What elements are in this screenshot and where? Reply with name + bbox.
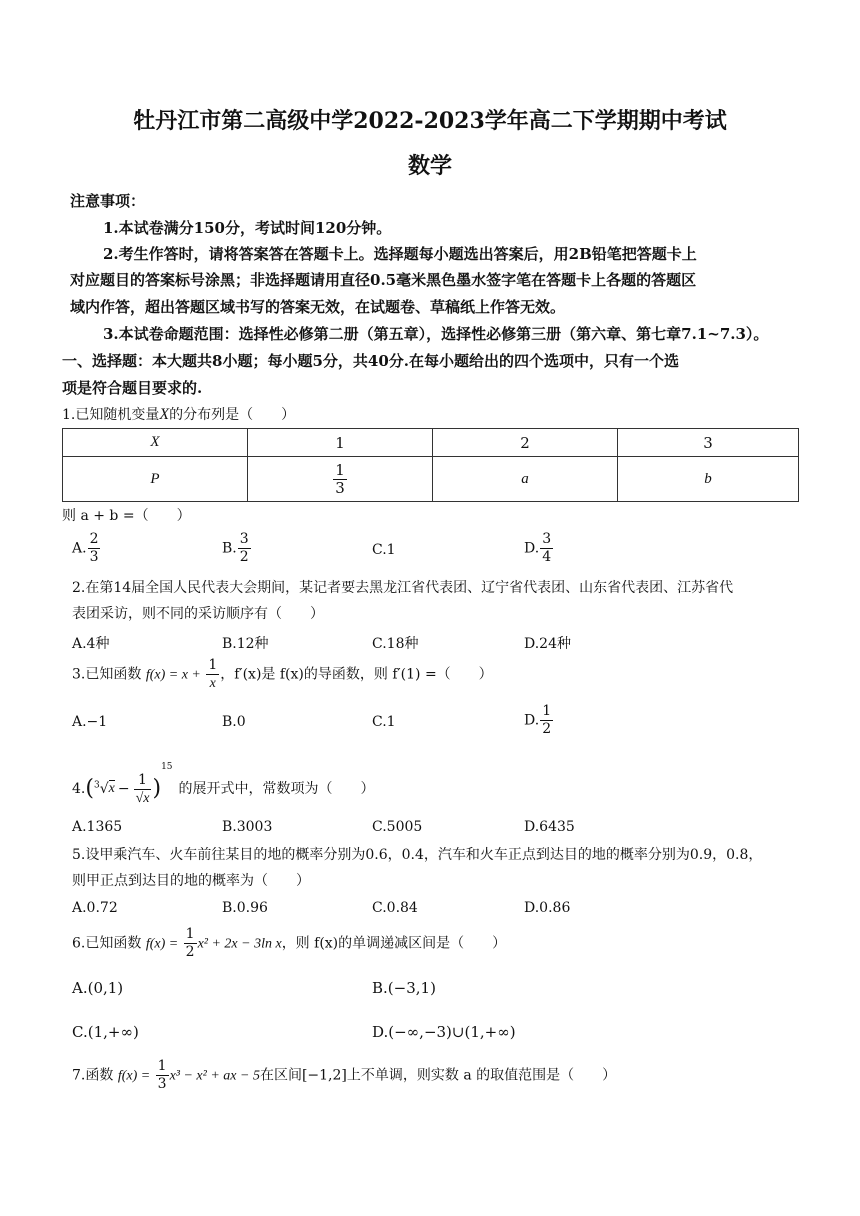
notice-item-2-line-1: 2.考生作答时，请将答案答在答题卡上。选择题每小题选出答案后，用2B铅笔把答题卡上 <box>103 245 697 263</box>
q6-option-a: A.(0,1) <box>72 979 124 997</box>
q6-option-c: C.(1,+∞) <box>72 1023 139 1041</box>
q4-option-c: C.5005 <box>372 819 423 835</box>
table-cell: 2 <box>433 429 618 457</box>
fraction <box>134 772 152 807</box>
fraction-numerator: 1 <box>208 657 218 673</box>
q1-stem-pre: 1.已知随机变量 <box>62 407 160 423</box>
fraction-numerator: 1 <box>134 772 152 790</box>
q5-option-b: B.0.96 <box>222 900 268 916</box>
q2-stem-line-2: 表团采访，则不同的采访顺序有（ ） <box>72 606 324 622</box>
q3-stem-post: ，f′(x)是 f(x)的导函数，则 f′(1) =（ ） <box>220 666 493 683</box>
q2-option-b: B.12种 <box>222 636 269 652</box>
q2-option-a: A.4种 <box>72 636 110 652</box>
q6-option-b: B.(−3,1) <box>372 979 436 997</box>
q7-stem-pre: 7.函数 <box>72 1067 114 1084</box>
q5-option-c: C.0.84 <box>372 900 418 916</box>
fraction <box>184 926 197 961</box>
q3-stem-pre: 3.已知函数 <box>72 666 142 683</box>
fraction-numerator: 3 <box>542 531 552 547</box>
q1-option-a <box>72 531 101 566</box>
notice-item-2-line-3: 域内作答，超出答题区域书写的答案无效，在试题卷、草稿纸上作答无效。 <box>70 298 566 316</box>
q4-option-d: D.6435 <box>524 819 575 835</box>
q6-option-d: D.(−∞,−3)∪(1,+∞) <box>372 1023 516 1041</box>
q7-stem <box>72 1058 616 1093</box>
q4-stem-pre: 4. <box>72 781 86 797</box>
exponent: 15 <box>161 762 173 772</box>
table-cell: P <box>63 457 248 502</box>
q6-stem-post: ，则 f(x)的单调递减区间是（ ） <box>281 935 507 952</box>
q5-option-d: D.0.86 <box>524 900 571 916</box>
q3-option-a: A.−1 <box>72 714 108 730</box>
fraction-denominator: 3 <box>335 478 345 497</box>
q2-option-d: D.24种 <box>524 636 571 652</box>
fraction-denominator: 3 <box>157 1076 167 1092</box>
subject-title: 数学 <box>407 153 452 179</box>
q6-stem-pre: 6.已知函数 <box>72 935 142 952</box>
q1-stem <box>62 406 295 424</box>
section-heading-line-2: 项是符合题目要求的. <box>62 379 203 397</box>
table-cell: 1 <box>248 429 433 457</box>
fraction-numerator: 3 <box>239 531 249 547</box>
q1-stem-post: 的分布列是（ ） <box>169 407 296 423</box>
fraction <box>156 1058 169 1093</box>
q4-stem-post: 的展开式中，常数项为（ ） <box>178 781 375 797</box>
fraction-denominator: 4 <box>542 549 552 565</box>
q5-option-a: A.0.72 <box>72 900 118 916</box>
q1-option-c: C.1 <box>372 542 396 558</box>
q2-stem-line-1: 2.在第14届全国人民代表大会期间，某记者要去黑龙江省代表团、辽宁省代表团、山东省代表团、江苏省代 <box>72 580 734 596</box>
radical-sign: √ <box>99 781 109 797</box>
q4-option-b: B.3003 <box>222 819 273 835</box>
fraction-denominator: 2 <box>185 944 195 960</box>
fraction <box>540 531 553 566</box>
fraction-numerator: 1 <box>185 926 195 942</box>
fraction-denominator: 2 <box>542 721 552 737</box>
right-paren: ) <box>152 776 162 801</box>
q7-function: f(x) = <box>117 1068 151 1084</box>
fraction-numerator: 1 <box>157 1058 167 1074</box>
fraction-numerator: 1 <box>542 703 552 719</box>
root-index: 3 <box>93 780 100 791</box>
fraction-denominator: 3 <box>89 549 99 565</box>
q1-option-b <box>222 531 252 566</box>
q1-option-d <box>524 531 554 566</box>
distribution-table <box>62 428 799 502</box>
table-row <box>63 429 799 457</box>
fraction <box>88 531 101 566</box>
radicand: x <box>108 781 115 796</box>
q6-function: f(x) = <box>145 936 179 952</box>
minus-sign: − <box>117 781 130 797</box>
q5-stem-line-2: 则甲正点到达目的地的概率为（ ） <box>72 873 310 889</box>
table-cell: X <box>63 429 248 457</box>
q6-expression: x² + 2x − 3ln x <box>197 936 282 952</box>
fraction-denominator: x <box>209 676 216 691</box>
q7-expression: x³ − x² + ax − 5 <box>169 1068 260 1084</box>
option-label: D. <box>524 540 540 557</box>
notice-item-2-line-2: 对应题目的答案标号涂黑；非选择题请用直径0.5毫米黑色墨水签字笔在答题卡上各题的答题区 <box>70 271 697 289</box>
fraction-denominator: √x <box>135 790 150 806</box>
option-label: D. <box>524 712 540 729</box>
notice-item-3: 3.本试卷命题范围：选择性必修第二册（第五章），选择性必修第三册（第六章、第七章7.1~7.3）。 <box>103 325 769 343</box>
exam-title: 牡丹江市第二高级中学2022-2023学年高二下学期期中考试 <box>133 108 727 134</box>
fraction <box>540 703 553 738</box>
q3-function: f(x) = x + <box>145 667 201 683</box>
fraction-denominator: 2 <box>239 549 249 565</box>
fraction <box>206 657 219 692</box>
notice-heading: 注意事项： <box>70 192 146 210</box>
fraction-numerator: 2 <box>89 531 99 547</box>
q2-option-c: C.18种 <box>372 636 419 652</box>
notice-item-1: 1.本试卷满分150分，考试时间120分钟。 <box>103 219 392 237</box>
table-cell: a <box>433 457 618 502</box>
q3-stem <box>72 657 493 692</box>
table-row <box>63 457 799 502</box>
option-label: B. <box>222 540 237 557</box>
left-paren: ( <box>85 776 94 801</box>
option-label: A. <box>72 540 87 557</box>
q3-option-b: B.0 <box>222 714 246 730</box>
q4-stem <box>72 758 375 808</box>
q3-option-c: C.1 <box>372 714 396 730</box>
fraction-numerator: 1 <box>335 460 345 479</box>
table-cell: 3 <box>618 429 799 457</box>
fraction <box>333 462 347 497</box>
section-heading-line-1: 一、选择题：本大题共8小题；每小题5分，共40分.在每小题给出的四个选项中，只有一个选 <box>62 352 679 370</box>
q3-option-d <box>524 703 554 738</box>
table-cell <box>248 457 433 502</box>
q4-option-a: A.1365 <box>72 819 123 835</box>
fraction <box>238 531 251 566</box>
q6-stem <box>72 926 506 961</box>
table-cell: b <box>618 457 799 502</box>
q1-stem-var: X <box>159 406 170 423</box>
q1-ask: 则 a + b =（ ） <box>62 508 191 524</box>
q7-stem-post: 在区间[−1,2]上不单调，则实数 a 的取值范围是（ ） <box>259 1067 617 1084</box>
q5-stem-line-1: 5.设甲乘汽车、火车前往某目的地的概率分别为0.6，0.4，汽车和火车正点到达目的地的概率分别为0.9，0.8， <box>72 847 763 863</box>
